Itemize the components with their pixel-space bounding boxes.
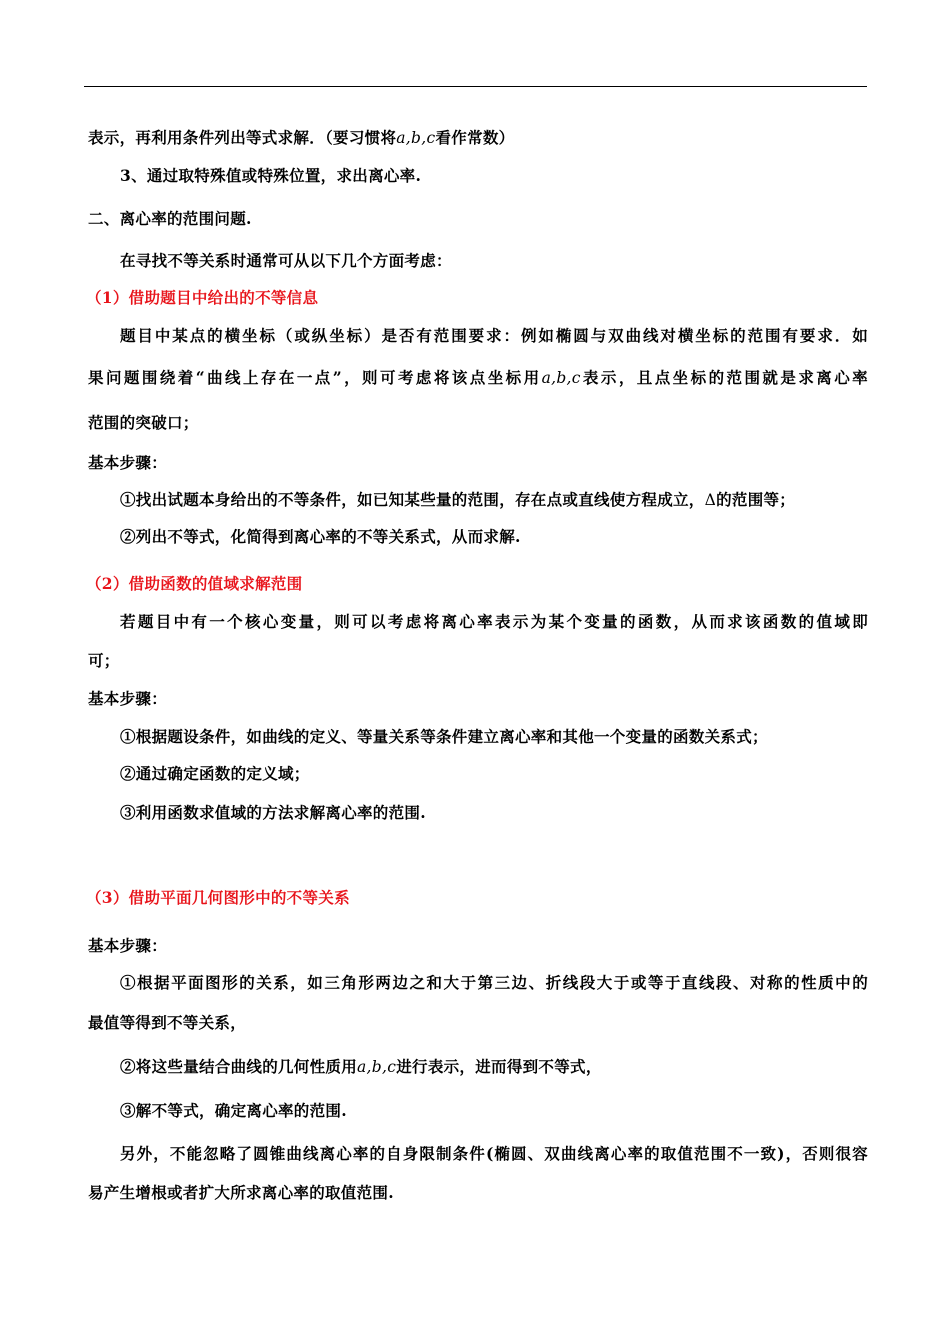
steps-label-3: 基本步骤： <box>88 936 168 955</box>
text: 进行表示，进而得到不等式， <box>396 1057 602 1076</box>
math-abc: a,b,c <box>396 129 436 147</box>
math-abc: a,b,c <box>357 1058 397 1076</box>
s3-step-3: ③解不等式，确定离心率的范围. <box>120 1101 347 1120</box>
closing-line2: 易产生增根或者扩大所求离心率的取值范围. <box>88 1183 394 1202</box>
subsection-heading-1: （1）借助题目中给出的不等信息 <box>86 288 319 307</box>
delta-symbol: Δ <box>704 491 717 509</box>
intro-paragraph: 在寻找不等关系时通常可从以下几个方面考虑： <box>120 251 452 270</box>
s3-step-1-line2: 最值等得到不等关系， <box>88 1013 247 1032</box>
s1-step-1 <box>120 489 868 511</box>
s3-step-2 <box>120 1056 868 1078</box>
text: 果问题围绕着“曲线上存在一点”，则可考虑将该点坐标用 <box>88 368 542 387</box>
text: ②将这些量结合曲线的几何性质用 <box>120 1057 358 1076</box>
steps-label-1: 基本步骤： <box>88 453 168 472</box>
closing-line1: 另外，不能忽略了圆锥曲线离心率的自身限制条件(椭圆、双曲线离心率的取值范围不一致)，否则很容 <box>120 1144 868 1163</box>
paragraph-continuation <box>88 127 868 149</box>
s1-para-line2 <box>88 367 868 389</box>
header-rule <box>84 86 867 87</box>
text: 表示，且点坐标的范围就是求离心率 <box>580 368 868 387</box>
s3-step-1-line1: ①根据平面图形的关系，如三角形两边之和大于第三边、折线段大于或等于直线段、对称的性质中的 <box>120 973 868 992</box>
s1-para-line1: 题目中某点的横坐标（或纵坐标）是否有范围要求：例如椭圆与双曲线对横坐标的范围有要求．如 <box>120 326 868 345</box>
s2-para-line2: 可； <box>88 651 120 670</box>
text: 表示，再利用条件列出等式求解．（要习惯将 <box>88 128 397 147</box>
s2-step-1: ①根据题设条件，如曲线的定义、等量关系等条件建立离心率和其他一个变量的函数关系式； <box>120 727 768 746</box>
text: 的范围等； <box>716 490 796 509</box>
text: 看作常数） <box>435 128 515 147</box>
section-heading: 二、离心率的范围问题. <box>88 209 252 228</box>
text: ①找出试题本身给出的不等条件，如已知某些量的范围，存在点或直线使方程成立， <box>120 490 705 509</box>
method-3: 3、通过取特殊值或特殊位置，求出离心率. <box>120 166 422 185</box>
steps-label-2: 基本步骤： <box>88 689 168 708</box>
subsection-heading-3: （3）借助平面几何图形中的不等关系 <box>86 888 350 907</box>
subsection-heading-2: （2）借助函数的值域求解范围 <box>86 574 303 593</box>
s2-step-2: ②通过确定函数的定义域； <box>120 764 310 783</box>
s1-para-line3: 范围的突破口； <box>88 413 199 432</box>
s2-step-3: ③利用函数求值域的方法求解离心率的范围. <box>120 803 426 822</box>
s1-step-2: ②列出不等式，化简得到离心率的不等关系式，从而求解. <box>120 527 521 546</box>
math-abc: a,b,c <box>541 369 581 387</box>
s2-para-line1: 若题目中有一个核心变量，则可以考虑将离心率表示为某个变量的函数，从而求该函数的值域即 <box>120 612 868 631</box>
